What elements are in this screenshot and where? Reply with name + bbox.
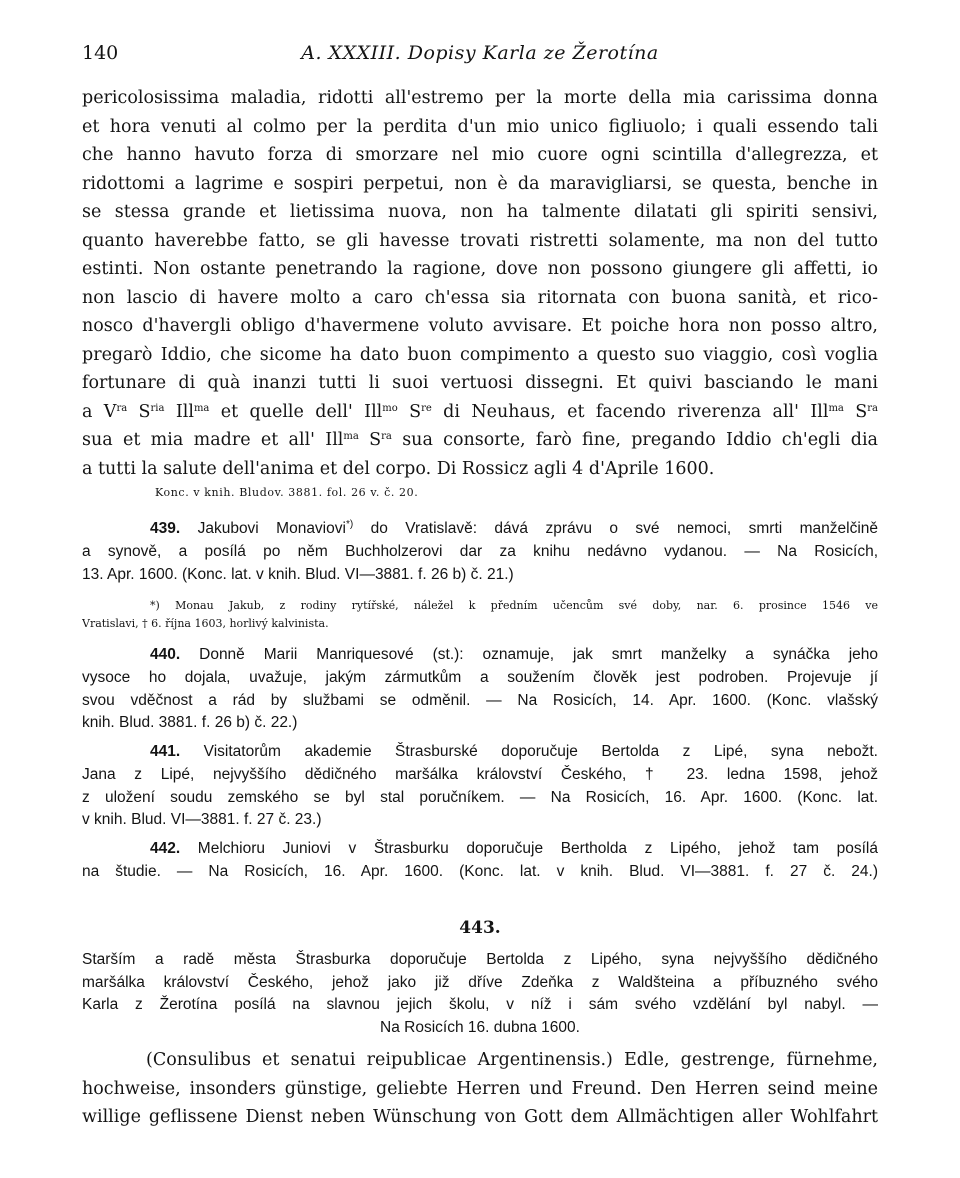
text-line: pericolosissima maladia, ridotti all'estremo per la morte della mia carissima donna — [82, 88, 878, 108]
text-line: a tutti la salute dell'anima et del corpo. Di Rossicz agli 4 d'Aprile 1600. — [82, 458, 715, 479]
entry-439: 439. Jakubovi Monaviovi*) do Vratislavě: dává zprávu o své nemoci, smrti manželčině — [150, 519, 878, 537]
entry-440: 440. Donně Marii Manriquesové (st.): oznamuje, jak smrt manželky a synáčka jeho — [150, 646, 878, 663]
text-line: pregarò Iddio, che sicome ha dato buon compimento a questo suo viaggio, così voglia — [82, 344, 878, 365]
entry-443-heading: 443. — [459, 918, 501, 938]
text-line: (Consulibus et senatui reipublicae Argentinensis.) Edle, gestrenge, fürnehme, — [146, 1050, 878, 1070]
text-line: fortunare di quà inanzi tutti li suoi vertuosi dissegni. Et quivi basciando le mani — [82, 373, 878, 393]
entry-442: 442. Melchioru Juniovi v Štrasburku doporučuje Bertholda z Lipého, jehož tam posílá — [150, 840, 878, 857]
page-header — [82, 42, 878, 68]
text-line: non lascio di havere molto a caro ch'essa sia ritornata con buona sanità, et rico- — [82, 287, 878, 308]
entry-441-cont: Jana z Lipé, nejvyššího dědičného maršálka království Českého, † 23. ledna 1598, jehož z uložení soudu zemského se byl stal poručníkem. — Na Rosicích, 16. Apr. 1600. (Konc. lat. v knih. Blud. VI—3881. f. 27 č. 23.) — [82, 766, 878, 829]
letter-continuation — [82, 84, 878, 483]
footnote-marker: *) — [345, 519, 354, 530]
entry-number: 441. — [150, 743, 181, 760]
entry-number: 439. — [150, 520, 181, 537]
running-title: A. XXXIII. Dopisy Karla ze Žerotína — [301, 42, 659, 64]
text-line: ridottomi a lagrime e sospiri perpetui, non è da maravigliarsi, se questa, benche in — [82, 173, 878, 194]
entry-440-cont: vysoce ho dojala, uvažuje, jakým zármutkům a soužením člověk jest podroben. Projevuje jí svou vděčnost a rád by službami se odměnil. — Na Rosicích, 14. Apr. 1600. (Konc. vlašský knih. Blud. 3881. f. 26 b) č. 22.) — [82, 669, 878, 732]
text-line-with-titles: a $V^{ra}$ $S^{ria}$ Ill$^{ma}$ et quelle dell' Ill$^{mo}$ $S^{re}$ di Neuhaus, et facendo riverenza all' Ill$^{ma}$ $S^{ra}$ — [82, 401, 878, 422]
entry-441: 441. Visitatorům akademie Štrasburské doporučuje Bertolda z Lipé, syna nebožt. — [150, 743, 878, 760]
text-line: che hanno havuto forza di smorzare nel mio cuore ogni scintilla d'allegrezza, et — [82, 145, 878, 165]
text-line: et hora venuti al colmo per la perdita d'un mio unico figliuolo; i quali essendo tali — [82, 116, 878, 137]
entry-number: 442. — [150, 840, 181, 857]
entry-439-cont: a synově, a posílá po něm Buchholzerovi dar za knihu nedávno vydanou. — Na Rosicích, 13. Apr. 1600. (Konc. lat. v knih. Blud. VI—3881. f. 26 b) č. 21.) — [82, 543, 878, 583]
entry-442-cont: na študie. — Na Rosicích, 16. Apr. 1600. (Konc. lat. v knih. Blud. VI—3881. f. 27 č. 24.) — [82, 863, 878, 880]
entry-number: 440. — [150, 646, 181, 663]
entry-443-summary: Starším a radě města Štrasburka doporučuje Bertolda z Lipého, syna nejvyššího dědičného maršálka království Českého, jehož jako již dříve Zdeňka z Waldšteina a příbuzného svého Karla z Žerotína posílá na slavnou jejich školu, v níž i sám svého vzdělání byl nabyl. — Na Rosicích 16. dubna 1600. — [82, 949, 878, 1039]
text-line-with-titles: sua et mia madre et all' Ill$^{ma}$ $S^{ra}$ sua consorte, farò fine, pregando Iddio ch'egli dia — [82, 430, 878, 450]
text-line: nosco d'havergli obligo d'havermene voluto avvisare. Et poiche hora non posso altro, — [82, 316, 878, 336]
entry-443-letter — [82, 1046, 878, 1132]
text-line: hochweise, insonders günstige, geliebte Herren und Freund. Den Herren seind meine — [82, 1078, 878, 1099]
source-note: Konc. v knih. Bludov. 3881. fol. 26 v. č. 20. — [155, 486, 419, 499]
summary-place-date: Na Rosicích 16. dubna 1600. — [380, 1018, 580, 1036]
footnote: *) Monau Jakub, z rodiny rytířské, náležel k předním učencům své doby, nar. 6. prosince 1546 ve — [150, 599, 878, 612]
text-line: quanto haverebbe fatto, se gli havesse trovati ristretti solamente, ma non del tutto — [82, 230, 878, 251]
text-line: willige geflissene Dienst neben Wünschung von Gott dem Allmächtigen aller Wohlfahrt — [82, 1107, 878, 1127]
page-number: 140 — [82, 42, 119, 64]
footnote-cont: Vratislavi, † 6. října 1603, horlivý kalvinista. — [82, 617, 329, 630]
text-line: se stessa grande et lietissima nuova, non ha talmente dilatati gli spiriti sensivi, — [82, 202, 878, 222]
text-line: estinti. Non ostante penetrando la ragione, dove non possono giungere gli affetti, io — [82, 259, 878, 279]
